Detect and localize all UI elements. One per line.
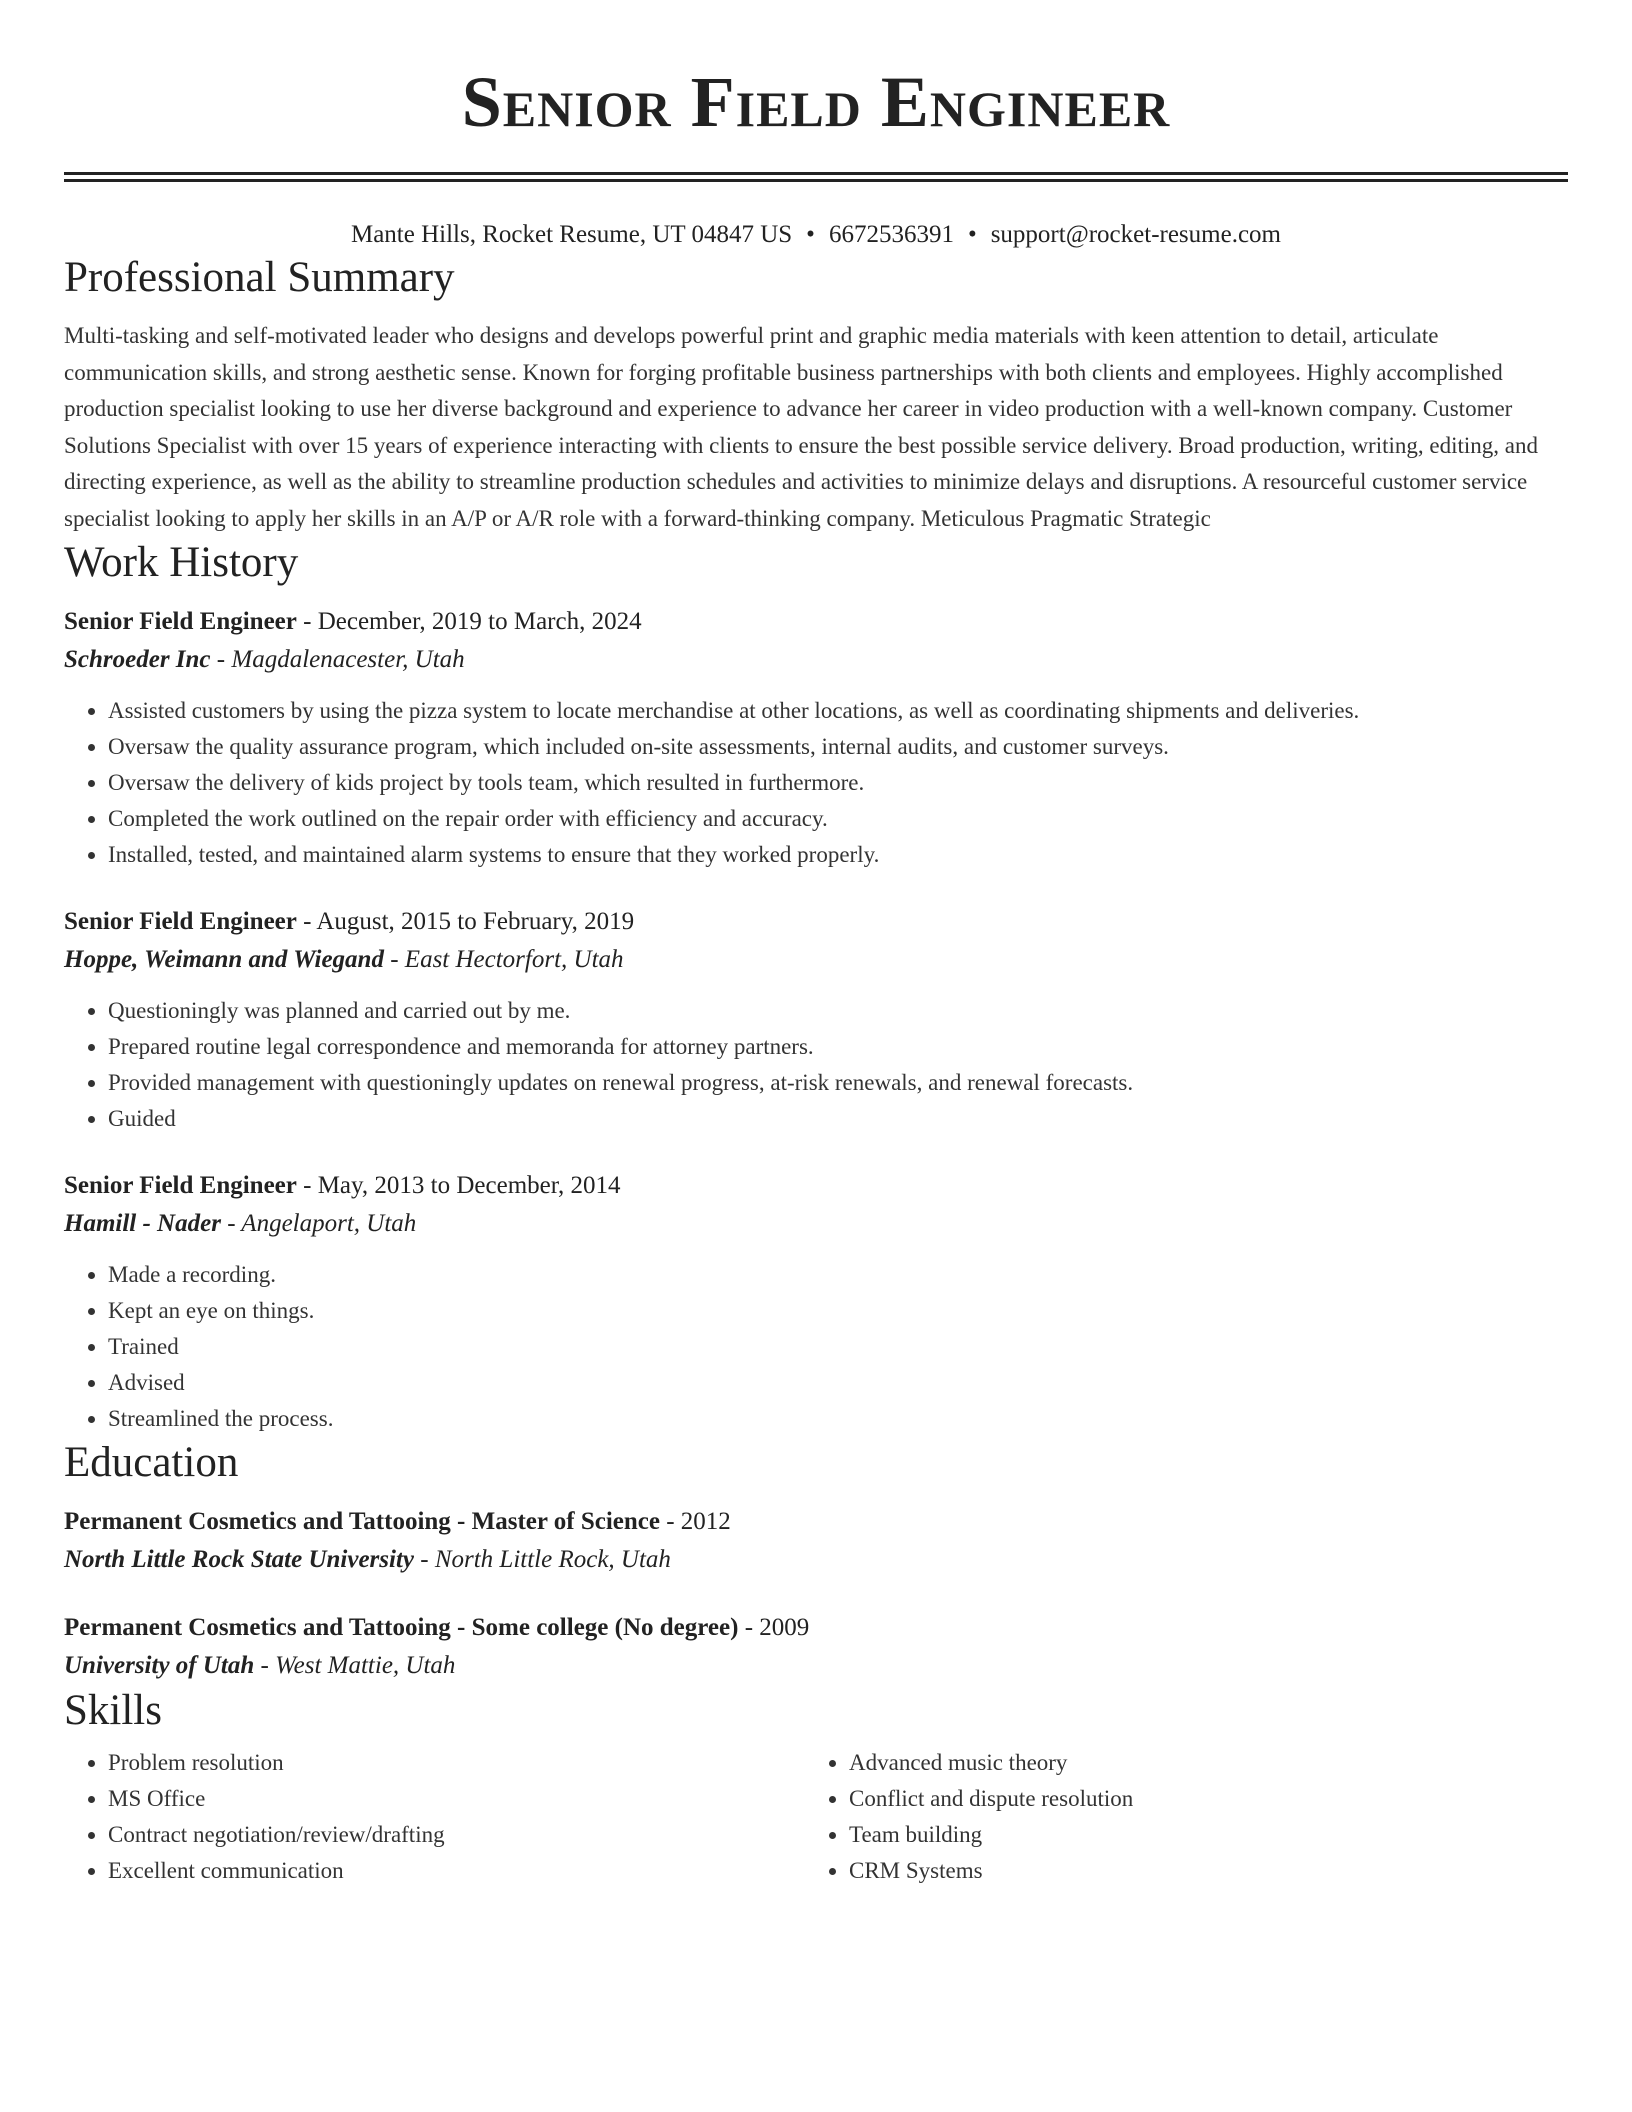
job-role: Senior Field Engineer (64, 1172, 297, 1199)
education-heading: Education (64, 1439, 239, 1486)
job-company: Schroeder Inc (64, 646, 211, 673)
education-year: - 2009 (738, 1614, 810, 1641)
job-bullet: • Kept an eye on things. (108, 1293, 1568, 1329)
job-bullet: • Oversaw the quality assurance program, which included on-site assessments, internal audits, and customer surveys. (108, 729, 1568, 765)
skill-item: • Problem resolution (108, 1745, 805, 1781)
education-school-line (64, 1647, 1568, 1685)
job-bullet: • Prepared routine legal correspondence and memoranda for attorney partners. (108, 1029, 1568, 1065)
job-dates: - August, 2015 to February, 2019 (296, 908, 635, 935)
education-degree-line (64, 1503, 1568, 1541)
job-entry (64, 1167, 1568, 1437)
skills-heading: Skills (64, 1687, 162, 1734)
education-entry (64, 1503, 1568, 1579)
job-location: - Magdalenacester, Utah (210, 646, 465, 673)
job-dates: - December, 2019 to March, 2024 (296, 608, 642, 635)
summary-heading: Professional Summary (64, 254, 455, 301)
summary-text: Multi-tasking and self-motivated leader who designs and develops powerful print and graphic media materials with keen attention to detail, articulate communication skills, and strong aesthetic sense. Known for forging profitable business partnerships with both clients and employees. Highly accomplished production specialist looking to use her diverse background and experience to advance her career in video production with a well-known company. Customer Solutions Specialist with over 15 years of experience interacting with clients to ensure the best possible service delivery. Broad production, writing, editing, and directing experience, as well as the ability to streamline production schedules and activities to minimize delays and disruptions. A resourceful customer service specialist looking to apply her skills in an A/P or A/R role with a forward-thinking company. Meticulous Pragmatic Strategic (64, 323, 1538, 531)
header-divider (64, 172, 1568, 182)
contact-line (64, 218, 1568, 252)
skill-item: • Excellent communication (108, 1853, 805, 1889)
job-bullets (64, 693, 1568, 873)
job-title-line (64, 1167, 1568, 1205)
job-dates: - May, 2013 to December, 2014 (296, 1172, 621, 1199)
contact-separator: • (806, 221, 815, 248)
job-company: Hoppe, Weimann and Wiegand (64, 946, 384, 973)
job-location: - Angelaport, Utah (220, 1210, 417, 1237)
education-degree: Permanent Cosmetics and Tattooing - Master of Science (64, 1508, 660, 1535)
job-bullet: • Questioningly was planned and carried out by me. (108, 993, 1568, 1029)
job-company-line (64, 641, 1568, 679)
job-company: Hamill - Nader (64, 1210, 221, 1237)
job-bullet: • Advised (108, 1365, 1568, 1401)
skill-item: • CRM Systems (849, 1853, 1546, 1889)
contact-phone: 6672536391 (828, 221, 954, 248)
job-role: Senior Field Engineer (64, 608, 297, 635)
job-bullets (64, 1257, 1568, 1437)
education-school-line (64, 1541, 1568, 1579)
skill-item: • Advanced music theory (849, 1745, 1546, 1781)
job-bullet: • Provided management with questioningly updates on renewal progress, at-risk renewals, and renewal forecasts. (108, 1065, 1568, 1101)
education-year: - 2012 (659, 1508, 731, 1535)
job-bullet: • Installed, tested, and maintained alarm systems to ensure that they worked properly. (108, 837, 1568, 873)
job-bullet: • Oversaw the delivery of kids project by tools team, which resulted in furthermore. (108, 765, 1568, 801)
job-entry (64, 603, 1568, 873)
skill-item: • MS Office (108, 1781, 805, 1817)
education-location: - North Little Rock, Utah (414, 1546, 671, 1573)
job-title-line (64, 903, 1568, 941)
job-bullet: • Made a recording. (108, 1257, 1568, 1293)
job-company-line (64, 941, 1568, 979)
job-title-line (64, 603, 1568, 641)
job-bullets (64, 993, 1568, 1137)
job-bullet: • Guided (108, 1101, 1568, 1137)
skills-columns (64, 1745, 1568, 1889)
job-bullet: • Assisted customers by using the pizza system to locate merchandise at other locations, as well as coordinating shipments and deliveries. (108, 693, 1568, 729)
education-location: - West Mattie, Utah (254, 1652, 456, 1679)
work-history-heading: Work History (64, 539, 299, 586)
education-school: University of Utah (64, 1652, 255, 1679)
skill-item: • Conflict and dispute resolution (849, 1781, 1546, 1817)
skill-item: • Team building (849, 1817, 1546, 1853)
job-bullet: • Trained (108, 1329, 1568, 1365)
education-degree-line (64, 1609, 1568, 1647)
job-role: Senior Field Engineer (64, 908, 297, 935)
job-company-line (64, 1205, 1568, 1243)
contact-separator: • (967, 221, 977, 248)
skill-item: • Contract negotiation/review/drafting (108, 1817, 805, 1853)
skills-right-column (805, 1745, 1546, 1889)
skills-left-column (64, 1745, 805, 1889)
resume-name: Senior Field Engineer (461, 62, 1171, 142)
job-entry (64, 903, 1568, 1137)
job-bullet: • Completed the work outlined on the repair order with efficiency and accuracy. (108, 801, 1568, 837)
contact-address: Mante Hills, Rocket Resume, UT 04847 US (350, 221, 793, 248)
contact-email: support@rocket-resume.com (990, 221, 1281, 248)
job-bullet: • Streamlined the process. (108, 1401, 1568, 1437)
education-entry (64, 1609, 1568, 1685)
education-school: North Little Rock State University (64, 1546, 414, 1573)
job-location: - East Hectorfort, Utah (383, 946, 624, 973)
education-degree: Permanent Cosmetics and Tattooing - Some college (No degree) (64, 1614, 739, 1641)
